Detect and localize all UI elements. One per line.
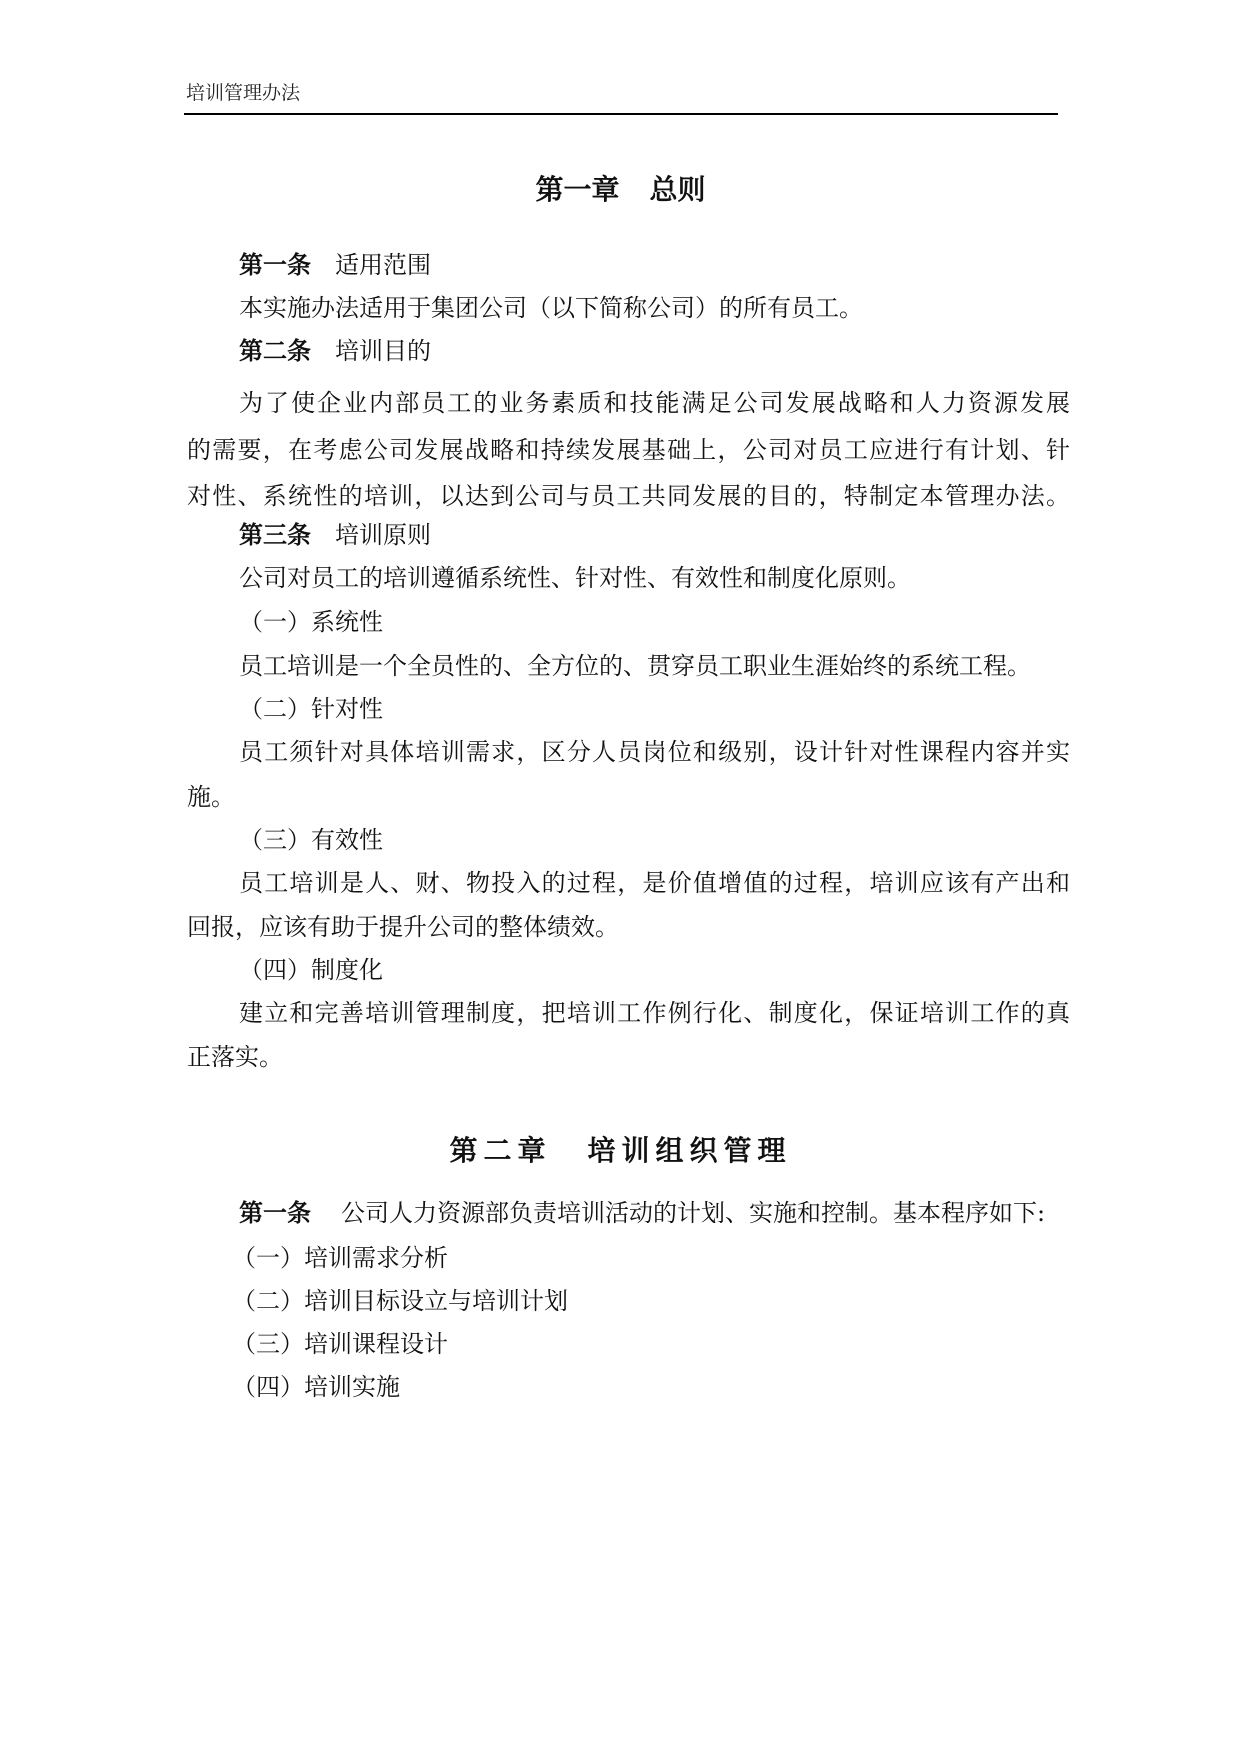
article-2-title: 培训目的 bbox=[335, 337, 431, 365]
article-3-title: 培训原则 bbox=[335, 521, 431, 549]
principle-3-line-2: 回报，应该有助于提升公司的整体绩效。 bbox=[187, 913, 619, 941]
procedure-item-4: （四）培训实施 bbox=[232, 1373, 400, 1401]
chapter-1-name: 总则 bbox=[649, 173, 706, 206]
chapter-2-article-1 bbox=[239, 1198, 1046, 1227]
article-1-title: 适用范围 bbox=[335, 251, 431, 279]
chapter-2-title bbox=[0, 1134, 1241, 1167]
principle-3-line-1: 员工培训是人、财、物投入的过程，是价值增值的过程，培训应该有产出和 bbox=[239, 869, 1070, 897]
header-rule bbox=[184, 113, 1058, 115]
running-header: 培训管理办法 bbox=[186, 82, 301, 104]
principle-4-line-1: 建立和完善培训管理制度，把培训工作例行化、制度化，保证培训工作的真 bbox=[239, 999, 1070, 1027]
chapter-2-article-1-label: 第一条 bbox=[239, 1198, 311, 1227]
article-2-line-2: 的需要，在考虑公司发展战略和持续发展基础上，公司对员工应进行有计划、针 bbox=[187, 436, 1070, 464]
principle-1-number: （一） bbox=[239, 608, 311, 636]
article-1-label: 第一条 bbox=[239, 250, 311, 279]
principle-3-number: （三） bbox=[239, 826, 311, 854]
chapter-2-name: 培训组织管理 bbox=[587, 1134, 792, 1167]
principle-2-title: 针对性 bbox=[311, 695, 383, 723]
article-3-heading bbox=[239, 520, 431, 549]
chapter-2-number: 第二章 bbox=[449, 1134, 552, 1167]
principle-4-line-2: 正落实。 bbox=[187, 1043, 283, 1071]
article-2-heading bbox=[239, 336, 431, 365]
principle-4-number: （四） bbox=[239, 956, 311, 984]
principle-2-line-2: 施。 bbox=[187, 783, 235, 811]
article-3-text: 公司对员工的培训遵循系统性、针对性、有效性和制度化原则。 bbox=[239, 564, 911, 592]
procedure-item-2: （二）培训目标设立与培训计划 bbox=[232, 1287, 568, 1315]
principle-3-title: 有效性 bbox=[311, 826, 383, 854]
article-3-label: 第三条 bbox=[239, 520, 311, 549]
article-2-label: 第二条 bbox=[239, 336, 311, 365]
principle-4-heading bbox=[239, 958, 383, 982]
principle-2-line-1: 员工须针对具体培训需求，区分人员岗位和级别，设计针对性课程内容并实 bbox=[239, 738, 1070, 766]
principle-4-title: 制度化 bbox=[311, 956, 383, 984]
principle-1-text: 员工培训是一个全员性的、全方位的、贯穿员工职业生涯始终的系统工程。 bbox=[239, 652, 1031, 680]
article-1-heading bbox=[239, 250, 431, 279]
procedure-item-1: （一）培训需求分析 bbox=[232, 1244, 448, 1272]
article-2-line-3: 对性、系统性的培训，以达到公司与员工共同发展的目的，特制定本管理办法。 bbox=[187, 482, 1070, 510]
principle-2-number: （二） bbox=[239, 695, 311, 723]
principle-1-heading bbox=[239, 610, 383, 634]
chapter-1-title bbox=[0, 173, 1241, 206]
chapter-2-article-1-text: 公司人力资源部负责培训活动的计划、实施和控制。基本程序如下: bbox=[341, 1199, 1046, 1227]
procedure-item-3: （三）培训课程设计 bbox=[232, 1330, 448, 1358]
article-2-line-1: 为了使企业内部员工的业务素质和技能满足公司发展战略和人力资源发展 bbox=[239, 389, 1070, 417]
article-1-text: 本实施办法适用于集团公司（以下简称公司）的所有员工。 bbox=[239, 294, 863, 322]
chapter-1-number: 第一章 bbox=[535, 173, 620, 206]
principle-3-heading bbox=[239, 828, 383, 852]
principle-2-heading bbox=[239, 697, 383, 721]
principle-1-title: 系统性 bbox=[311, 608, 383, 636]
